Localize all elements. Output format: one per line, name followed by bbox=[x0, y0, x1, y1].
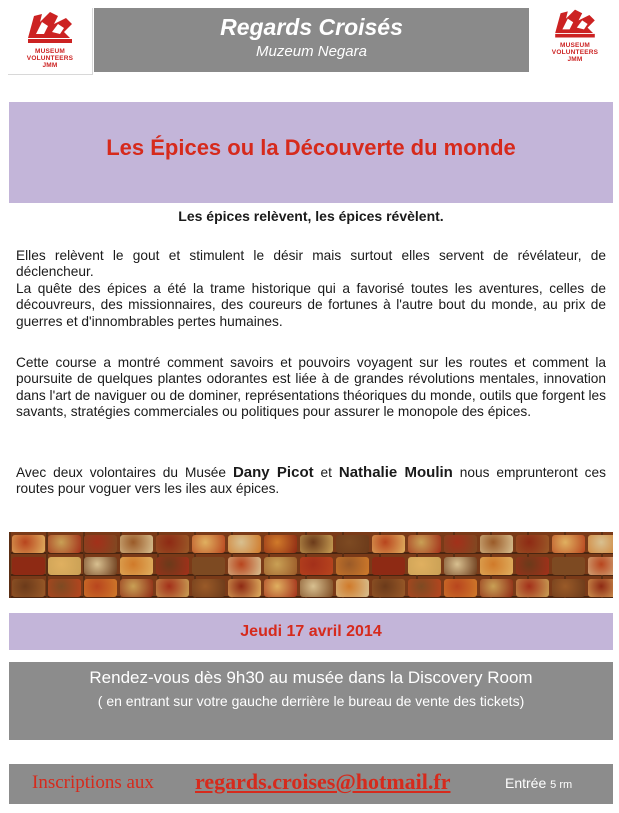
spices-image-strip bbox=[9, 532, 613, 598]
museum-volunteers-logo-right bbox=[540, 6, 610, 70]
spice-cell bbox=[156, 557, 189, 575]
spice-cell bbox=[588, 535, 613, 553]
event-date: Jeudi 17 avril 2014 bbox=[240, 623, 382, 640]
spice-cell bbox=[48, 535, 81, 553]
spice-cell bbox=[84, 535, 117, 553]
spice-cell bbox=[516, 557, 549, 575]
spice-cell bbox=[444, 535, 477, 553]
spice-cell bbox=[192, 557, 225, 575]
spice-cell bbox=[480, 557, 513, 575]
header-banner bbox=[94, 8, 529, 72]
spice-cell bbox=[408, 535, 441, 553]
paragraph-history: Cette course a montré comment savoirs et pouvoirs voyagent sur les routes et comment la poursuite de quelques plantes odorantes est liée à de grandes révolutions mentales, innovation dans l'art de naviguer ou de dominer, représentations théoriques du monde, outils que forgent les savants, stratégies commerciales ou politiques pour assurer le monopole des épices. bbox=[16, 355, 606, 420]
spice-cell bbox=[444, 579, 477, 597]
spice-cell bbox=[228, 535, 261, 553]
spice-cell bbox=[228, 557, 261, 575]
spice-cell bbox=[372, 535, 405, 553]
paragraph-intro-b: La quête des épices a été la trame historique qui a favorisé toutes les aventures, celles de découvreurs, des missionnaires, des coureurs de fortunes à l'autre bout du monde, au prix de guerres et d'innombrables pertes humaines. bbox=[16, 280, 606, 329]
title-band bbox=[9, 102, 613, 203]
spice-cell bbox=[120, 535, 153, 553]
spice-cell bbox=[300, 535, 333, 553]
spice-cell bbox=[12, 579, 45, 597]
spice-cell bbox=[588, 579, 613, 597]
spice-cell bbox=[12, 535, 45, 553]
guide-name: Dany Picot bbox=[232, 464, 314, 481]
date-band bbox=[9, 613, 613, 650]
spice-cell bbox=[192, 579, 225, 597]
spice-cell bbox=[156, 579, 189, 597]
spice-cell bbox=[84, 557, 117, 575]
spice-cell bbox=[588, 557, 613, 575]
spice-cell bbox=[84, 579, 117, 597]
logo-text: MUSEUM VOLUNTEERS JMM bbox=[551, 42, 599, 63]
meeting-directions: ( en entrant sur votre gauche derrière le bureau de vente des tickets) bbox=[97, 693, 525, 709]
registration-label: Inscriptions aux bbox=[32, 772, 154, 793]
spice-cell bbox=[264, 557, 297, 575]
spice-cell bbox=[516, 579, 549, 597]
spice-cell bbox=[12, 557, 45, 575]
spice-cell bbox=[516, 535, 549, 553]
spice-cell bbox=[336, 535, 369, 553]
spice-cell bbox=[480, 535, 513, 553]
spice-cell bbox=[228, 579, 261, 597]
registration-bar bbox=[9, 764, 613, 804]
paragraph-intro bbox=[16, 248, 606, 330]
museum-volunteers-logo-left bbox=[8, 8, 93, 75]
spice-cell bbox=[120, 557, 153, 575]
spice-cell bbox=[408, 579, 441, 597]
spice-cell bbox=[264, 579, 297, 597]
spice-cell bbox=[336, 579, 369, 597]
meeting-time-place: Rendez-vous dès 9h30 au musée dans la Discovery Room bbox=[89, 668, 533, 687]
spice-cell bbox=[156, 535, 189, 553]
spice-cell bbox=[552, 535, 585, 553]
logo-emblem-icon bbox=[547, 6, 603, 42]
spice-cell bbox=[192, 535, 225, 553]
spice-cell bbox=[408, 557, 441, 575]
spice-cell bbox=[300, 579, 333, 597]
spice-cell bbox=[336, 557, 369, 575]
paragraph-guides: Avec deux volontaires du Musée Dany Picot et Nathalie Moulin nous emprunteront ces routes pour voguer vers les iles aux épices. bbox=[16, 464, 606, 497]
page-title: Les Épices ou la Découverte du monde bbox=[106, 135, 516, 160]
header-subtitle: Muzeum Negara bbox=[256, 43, 367, 60]
tagline: Les épices relèvent, les épices révèlent. bbox=[178, 208, 444, 224]
registration-email-link[interactable]: regards.croises@hotmail.fr bbox=[195, 769, 451, 794]
spice-cell bbox=[552, 557, 585, 575]
entry-fee: Entrée 5 rm bbox=[505, 775, 573, 791]
spice-cell bbox=[264, 535, 297, 553]
paragraph-intro-a: Elles relèvent le gout et stimulent le désir mais surtout elles servent de révélateur, de déclencheur. bbox=[16, 248, 606, 280]
spice-cell bbox=[444, 557, 477, 575]
meeting-info bbox=[9, 662, 613, 740]
header-title: Regards Croisés bbox=[220, 14, 403, 40]
spice-cell bbox=[48, 579, 81, 597]
logo-emblem-icon bbox=[20, 8, 80, 48]
guide-name: Nathalie Moulin bbox=[338, 464, 453, 481]
spice-cell bbox=[48, 557, 81, 575]
spice-cell bbox=[372, 557, 405, 575]
spice-cell bbox=[372, 579, 405, 597]
spice-cell bbox=[300, 557, 333, 575]
spice-cell bbox=[480, 579, 513, 597]
spice-cell bbox=[552, 579, 585, 597]
spice-cell bbox=[120, 579, 153, 597]
logo-text: MUSEUM VOLUNTEERS JMM bbox=[26, 48, 74, 69]
